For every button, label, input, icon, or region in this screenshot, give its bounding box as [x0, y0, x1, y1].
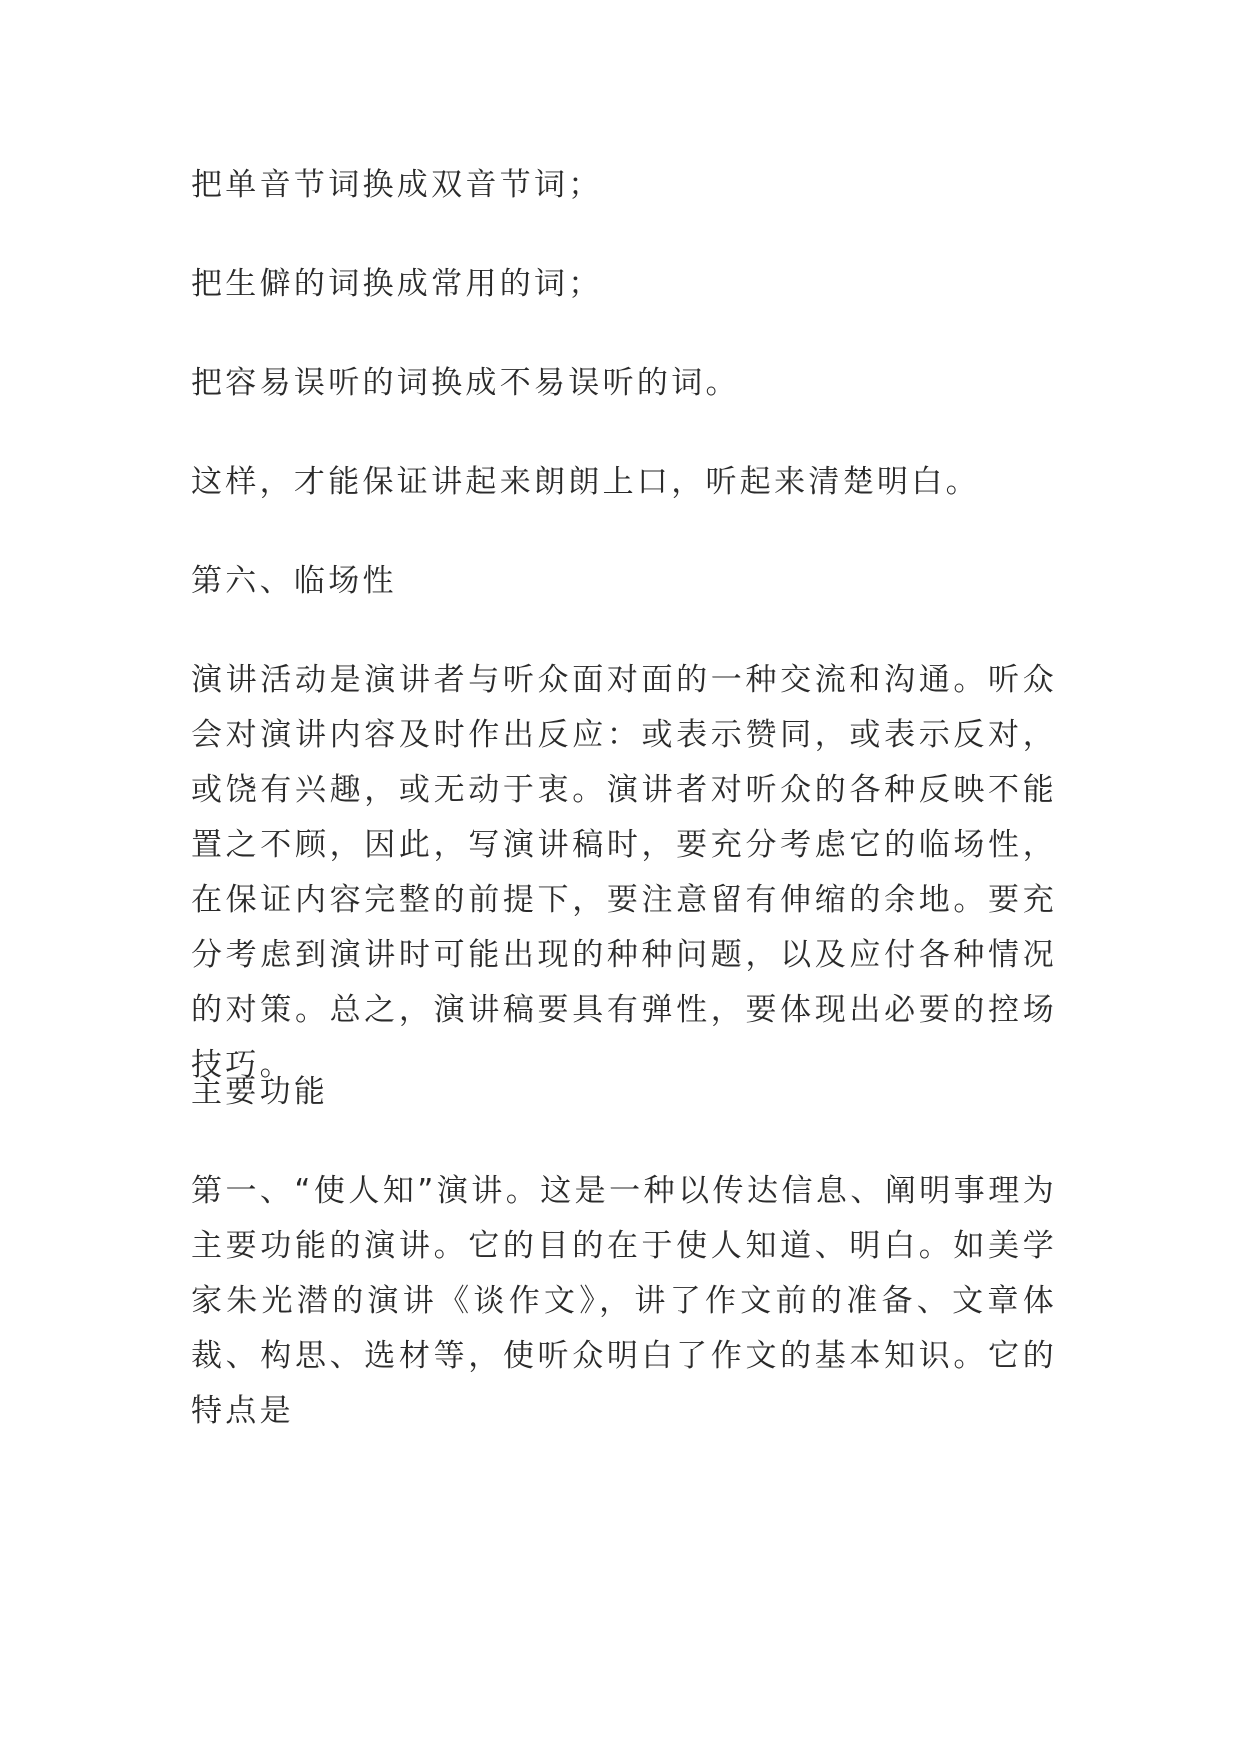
paragraph-word-replacement-1: 把单音节词换成双音节词； — [191, 167, 603, 203]
section-heading-main-functions: 主要功能 — [191, 1074, 329, 1110]
section-heading-sixth: 第六、临场性 — [191, 563, 397, 599]
paragraph-first-function: 第一、“使人知”演讲。这是一种以传达信息、阐明事理为主要功能的演讲。它的目的在于使人知道、明白。如美学家朱光潜的演讲《谈作文》，讲了作文前的准备、文章体裁、构思、选材等，使听众明白了作文的基本知识。它的特点是 — [191, 1173, 1057, 1429]
paragraph-word-replacement-3: 把容易误听的词换成不易误听的词。 — [191, 365, 740, 401]
paragraph-on-site-nature: 演讲活动是演讲者与听众面对面的一种交流和沟通。听众会对演讲内容及时作出反应：或表示赞同，或表示反对，或饶有兴趣，或无动于衷。演讲者对听众的各种反映不能置之不顾，因此，写演讲稿时，要充分考虑它的临场性，在保证内容完整的前提下，要注意留有伸缩的余地。要充分考虑到演讲时可能出现的种种问题，以及应付各种情况的对策。总之，演讲稿要具有弹性，要体现出必要的控场技巧。 — [191, 662, 1057, 1083]
paragraph-conclusion: 这样，才能保证讲起来朗朗上口，听起来清楚明白。 — [191, 464, 980, 500]
paragraph-word-replacement-2: 把生僻的词换成常用的词； — [191, 266, 603, 302]
